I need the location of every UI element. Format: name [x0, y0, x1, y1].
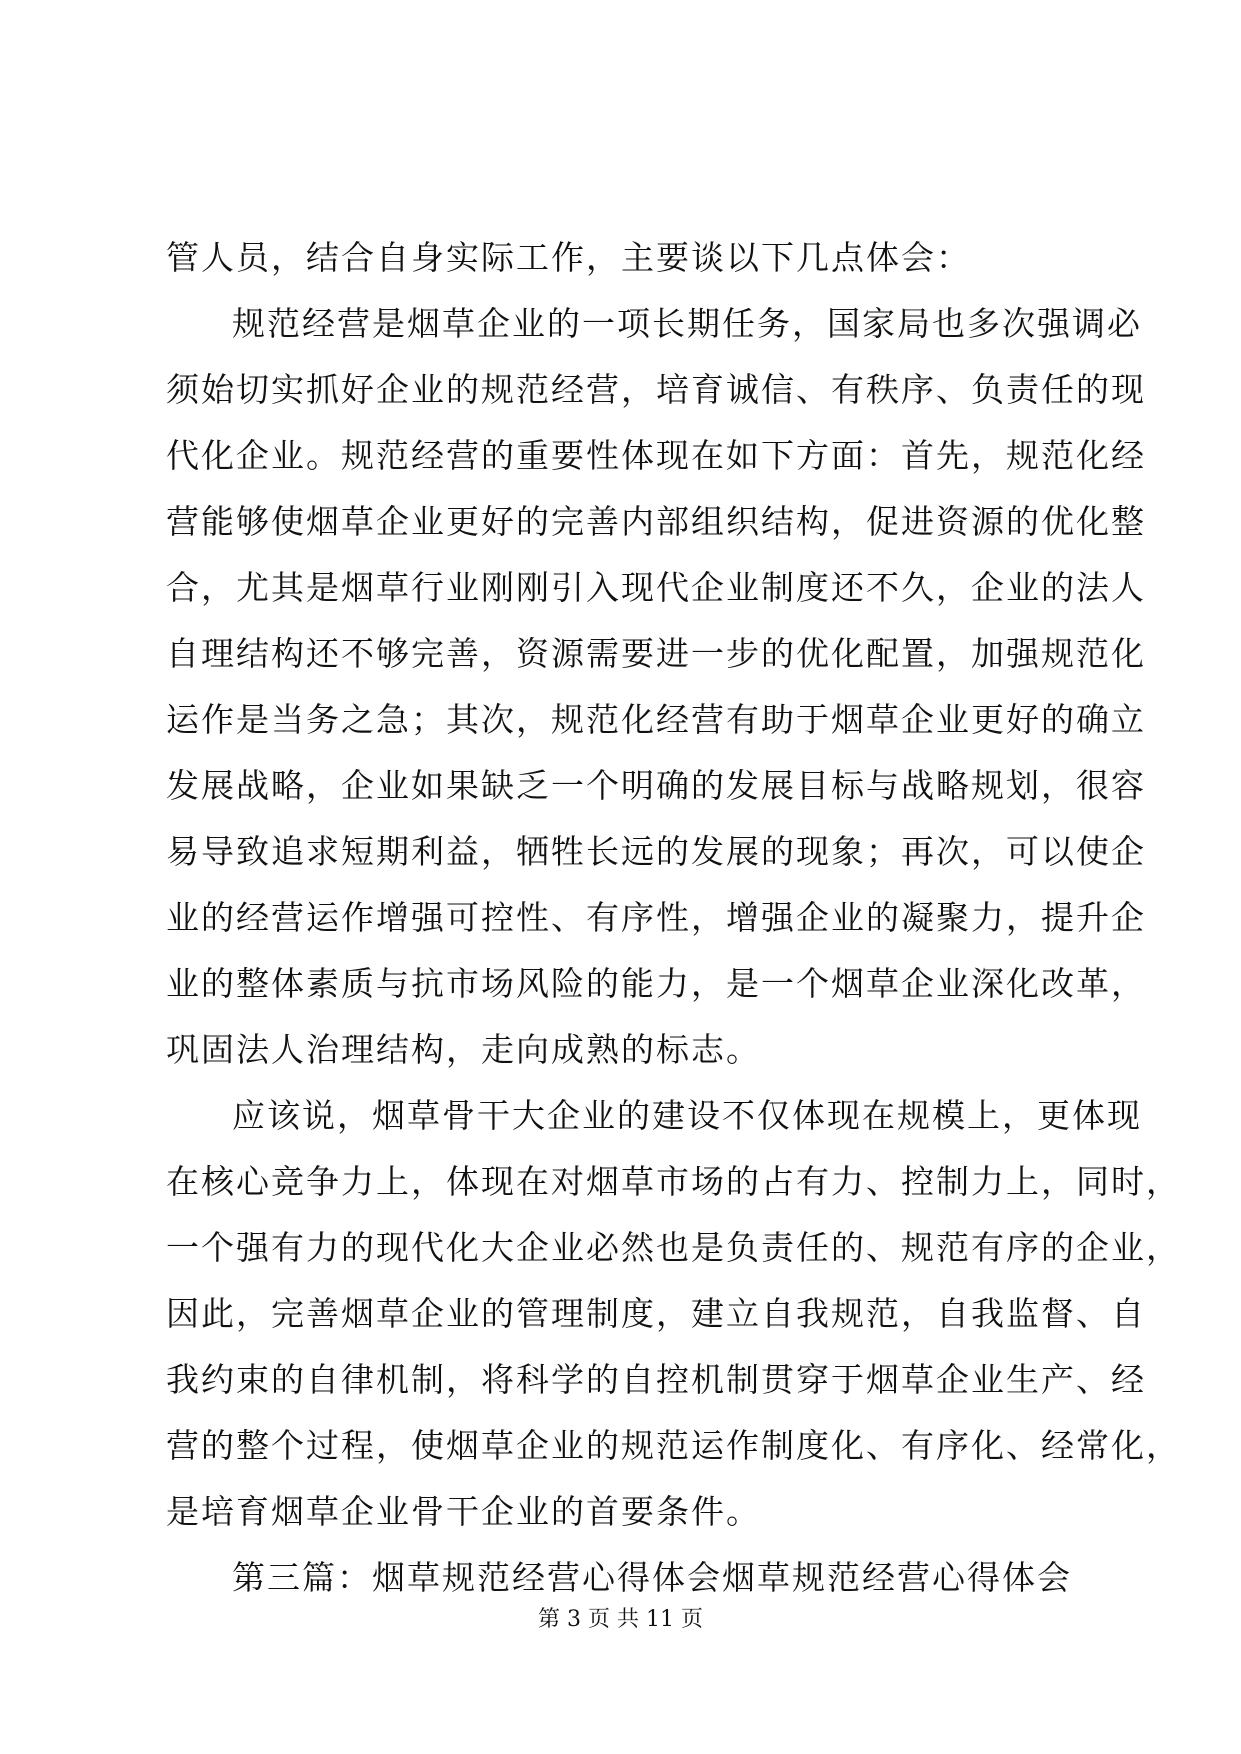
- text-line: 管人员，结合自身实际工作，主要谈以下几点体会：: [166, 238, 971, 277]
- text-line: 营的整个过程，使烟草企业的规范运作制度化、有序化、经常化，: [166, 1426, 1181, 1465]
- text-line: 一个强有力的现代化大企业必然也是负责任的、规范有序的企业，: [166, 1228, 1181, 1267]
- text-line: 在核心竞争力上，体现在对烟草市场的占有力、控制力上，同时，: [166, 1162, 1181, 1201]
- text-line: 因此，完善烟草企业的管理制度，建立自我规范，自我监督、自: [166, 1294, 1146, 1333]
- text-line: 代化企业。规范经营的重要性体现在如下方面：首先，规范化经: [166, 436, 1146, 475]
- text-line: 巩固法人治理结构，走向成熟的标志。: [166, 1030, 761, 1069]
- text-line: 我约束的自律机制，将科学的自控机制贯穿于烟草企业生产、经: [166, 1360, 1146, 1399]
- text-line: 营能够使烟草企业更好的完善内部组织结构，促进资源的优化整: [166, 502, 1146, 541]
- text-line: 应该说，烟草骨干大企业的建设不仅体现在规模上，更体现: [232, 1096, 1142, 1135]
- text-line: 须始切实抓好企业的规范经营，培育诚信、有秩序、负责任的现: [166, 370, 1146, 409]
- page-number-footer: 第 3 页 共 11 页: [538, 1607, 703, 1632]
- text-line: 运作是当务之急；其次，规范化经营有助于烟草企业更好的确立: [166, 700, 1146, 739]
- text-line: 发展战略，企业如果缺乏一个明确的发展目标与战略规划，很容: [166, 766, 1146, 805]
- text-line: 自理结构还不够完善，资源需要进一步的优化配置，加强规范化: [166, 634, 1146, 673]
- body-text: [166, 225, 1181, 1611]
- text-line: 业的整体素质与抗市场风险的能力，是一个烟草企业深化改革，: [166, 964, 1146, 1003]
- text-line: 易导致追求短期利益，牺牲长远的发展的现象；再次，可以使企: [166, 832, 1146, 871]
- text-line: 规范经营是烟草企业的一项长期任务，国家局也多次强调必: [232, 304, 1142, 343]
- text-line: 合，尤其是烟草行业刚刚引入现代企业制度还不久，企业的法人: [166, 568, 1146, 607]
- section-heading: 第三篇：烟草规范经营心得体会烟草规范经营心得体会: [232, 1558, 1072, 1597]
- text-line: 业的经营运作增强可控性、有序性，增强企业的凝聚力，提升企: [166, 898, 1146, 937]
- text-line: 是培育烟草企业骨干企业的首要条件。: [166, 1492, 761, 1531]
